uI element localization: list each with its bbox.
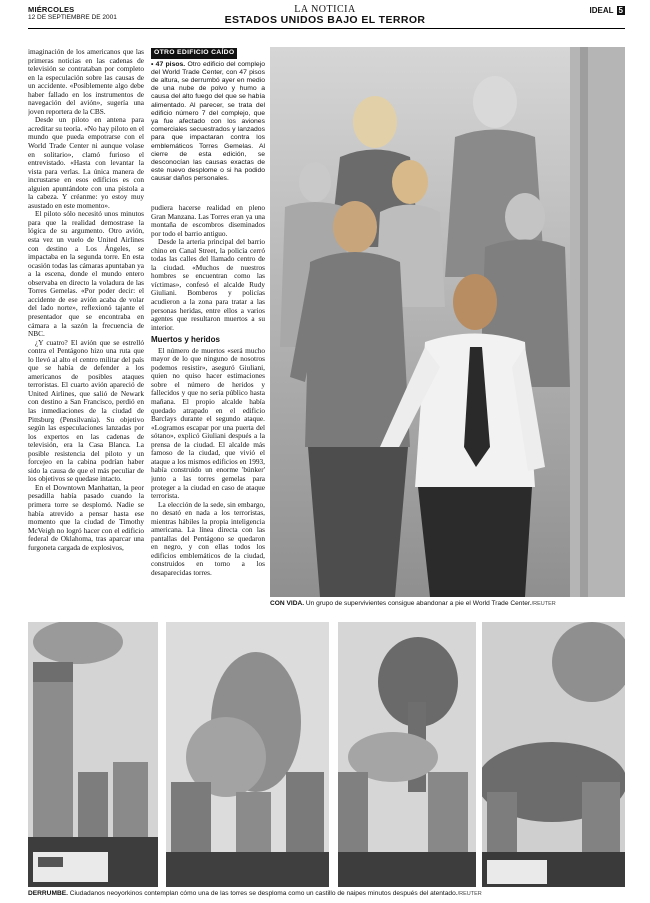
strip-caption [28, 890, 628, 898]
box-lead: • 47 pisos. [151, 60, 186, 68]
paragraph: La elección de la sede, sin embargo, no desató en nada a los terroristas, mientras hábiles la propia inteligencia americana. La línea directa con las pantallas del Pentágono se quedaron en negro, y con ellas todos los edificios emblemáticos de la ciudad, construidos en torno a los desaparecidas torres. [151, 499, 265, 577]
issue-date: 12 DE SEPTIEMBRE DE 2001 [28, 14, 117, 21]
section-title: ESTADOS UNIDOS BAJO EL TERROR [224, 14, 426, 26]
survivors-photo-illustration [270, 47, 625, 597]
box-text [151, 61, 265, 184]
subheading: Muertos y heridos [151, 335, 220, 345]
collapse-photo-4-illustration [482, 622, 625, 887]
photo-credit: /REUTER [531, 601, 556, 607]
caption-text: Ciudadanos neoyorkinos contemplan cómo una de las torres se desploma como un castillo de naipes minutos después del atentado. [69, 890, 458, 897]
photo-credit: /REUTER [457, 891, 482, 897]
brand-block [560, 6, 625, 15]
header-rule [28, 28, 625, 29]
weekday: MIÉRCOLES [28, 5, 75, 14]
paragraph: Desde un piloto en antena para acreditar su teoría. «No hay piloto en el mundo que pueda empotrarse con el World Trade Center ni aunque volase en solitario», clamó furioso el entrevistado. «Hasta con levantar la vista para verlas. La única manera de incrustarse en esos edificios es con alguien apuntándote con una pistola a la cabeza. Y créanme: yo estoy muy asustado en este momento». [28, 115, 144, 210]
caption-label: DERRUMBE. [28, 890, 68, 897]
article-column-2 [151, 204, 265, 604]
box-body: Otro edificio del complejo del World Trade Center, con 47 pisos de altura, se derrumbó ayer en medio de una nube de polvo y humo a causa del alto fuego del que se había alimentado. Al parecer, se trata del edificio número 7 del complejo, que ya fue afectado con los aviones comerciales secuestrados y lanzados para que impactaran contra los emblemáticos Torres Gemelas. Al cierre de esta edición, se desconocían las causas exactas de este nuevo desplome o si ha podido causar daños personales. [151, 60, 265, 183]
caption-text: Un grupo de supervivientes consigue abandonar a pie el World Trade Center. [305, 600, 532, 607]
collapse-photo-2 [166, 622, 329, 887]
publication-name: LA NOTICIA [294, 4, 356, 15]
date-block [28, 6, 148, 22]
collapse-photo-1 [28, 622, 158, 887]
paragraph: El número de muertos «será mucho mayor de lo que ninguno de nosotros podemos resistir», aseguró Giuliani, quien no quiso hacer estimaciones sobre el número de heridos y fallecidos y que no sería público hasta mañana. El propio alcalde había quedado atrapado en el edificio Barclays durante el segundo ataque. «Logramos escapar por una puerta del sótano», explicó Giuliani después a la prensa de la ciudad. El alcalde más famoso de la ciudad, que vivió el ataque a los mismos edificios en 1993, había construido un enorme 'búnker' junto a las torres gemelas para proteger a la ciudad en caso de ataque terrorista. [151, 345, 265, 501]
paragraph: ¿Y cuatro? El avión que se estrelló contra el Pentágono hizo una ruta que lo llevó al alto el centro militar del país que se había de defender a los americanos de posibles ataques terroristas. El cuarto avión apareció de United Airlines, que salió de Newark con destino a San Francisco, perdió en las inmediaciones de la ciudad de Pittsburg (Pensilvania). Su objetivo según las especulaciones lanzadas por los expertos en las cadenas de televisión, era la Casa Blanca. La posible resistencia del piloto y un forcejeo en la cabina podrían haber sido la causa de que el más peculiar de los objetivos se quedase intacto. [28, 337, 144, 484]
paragraph: En el Downtown Manhattan, la peor pesadilla había pasado cuando la primera torre se desplomó. Nadie se había atrevido a pensar hasta ese momento que la ciudad de Timothy McVeigh no logró hacer con el edificio federal de Oklahoma, tras aparcar una furgoneta cargada de explosivos, [28, 482, 144, 552]
main-photo [270, 47, 625, 597]
collapse-photo-2-illustration [166, 622, 329, 887]
caption-label: CON VIDA. [270, 600, 305, 607]
paragraph: Desde la arteria principal del barrio chino en Canal Street, la policía cerró todas las calles del llamado centro de la ciudad. «Muchos de nuestros hombres se encuentran como las víctimas», confesó el alcalde Rudy Giuliani. Bomberos y policías acudieron a la zona para tratar a las personas heridas, entre ellos a varios agentes que resultaron muertos a su interior. [151, 237, 265, 332]
main-photo-caption [270, 600, 630, 608]
article-column-1 [28, 48, 144, 588]
paragraph: El piloto sólo necesitó unos minutos para que la realidad demostrase la lógica de su argumento. Otro avión, esta vez un vuelo de United Airlines con destino a Los Ángeles, se impactaba en la segunda torre. En esta ocasión todas las cámaras apuntaban ya a la escena, donde el mundo entero observaba en directo la voladura de las Torres Gemelas. «Por poder decir: el accidente de ese avión acaba de volar del lado norte», reflexionó tajante el presentador que se encontraba en cámara a la sazón la frecuencia de NBC. [28, 209, 144, 339]
collapse-photo-3-illustration [338, 622, 476, 887]
paragraph: imaginación de los americanos que las primeras noticias en las cadenas de televisión se contrataban por completo en la especulación sobre las causas de un accidente. «Posiblemente algo debe haber fallado en los instrumentos de navegación del avión», sugería una joven reportera de la CBS. [28, 48, 144, 116]
paragraph: pudiera hacerse realidad en pleno Gran Manzana. Las Torres eran ya una montaña de escombros diseminados por todo el barrio antiguo. [151, 204, 265, 238]
box-title: OTRO EDIFICIO CAÍDO [151, 48, 237, 59]
brand-name: IDEAL [589, 6, 614, 15]
page-number: 5 [618, 6, 623, 15]
sidebar-box [151, 48, 265, 193]
collapse-photo-4 [482, 622, 625, 887]
collapse-photo-1-illustration [28, 622, 158, 887]
collapse-photo-3 [338, 622, 476, 887]
